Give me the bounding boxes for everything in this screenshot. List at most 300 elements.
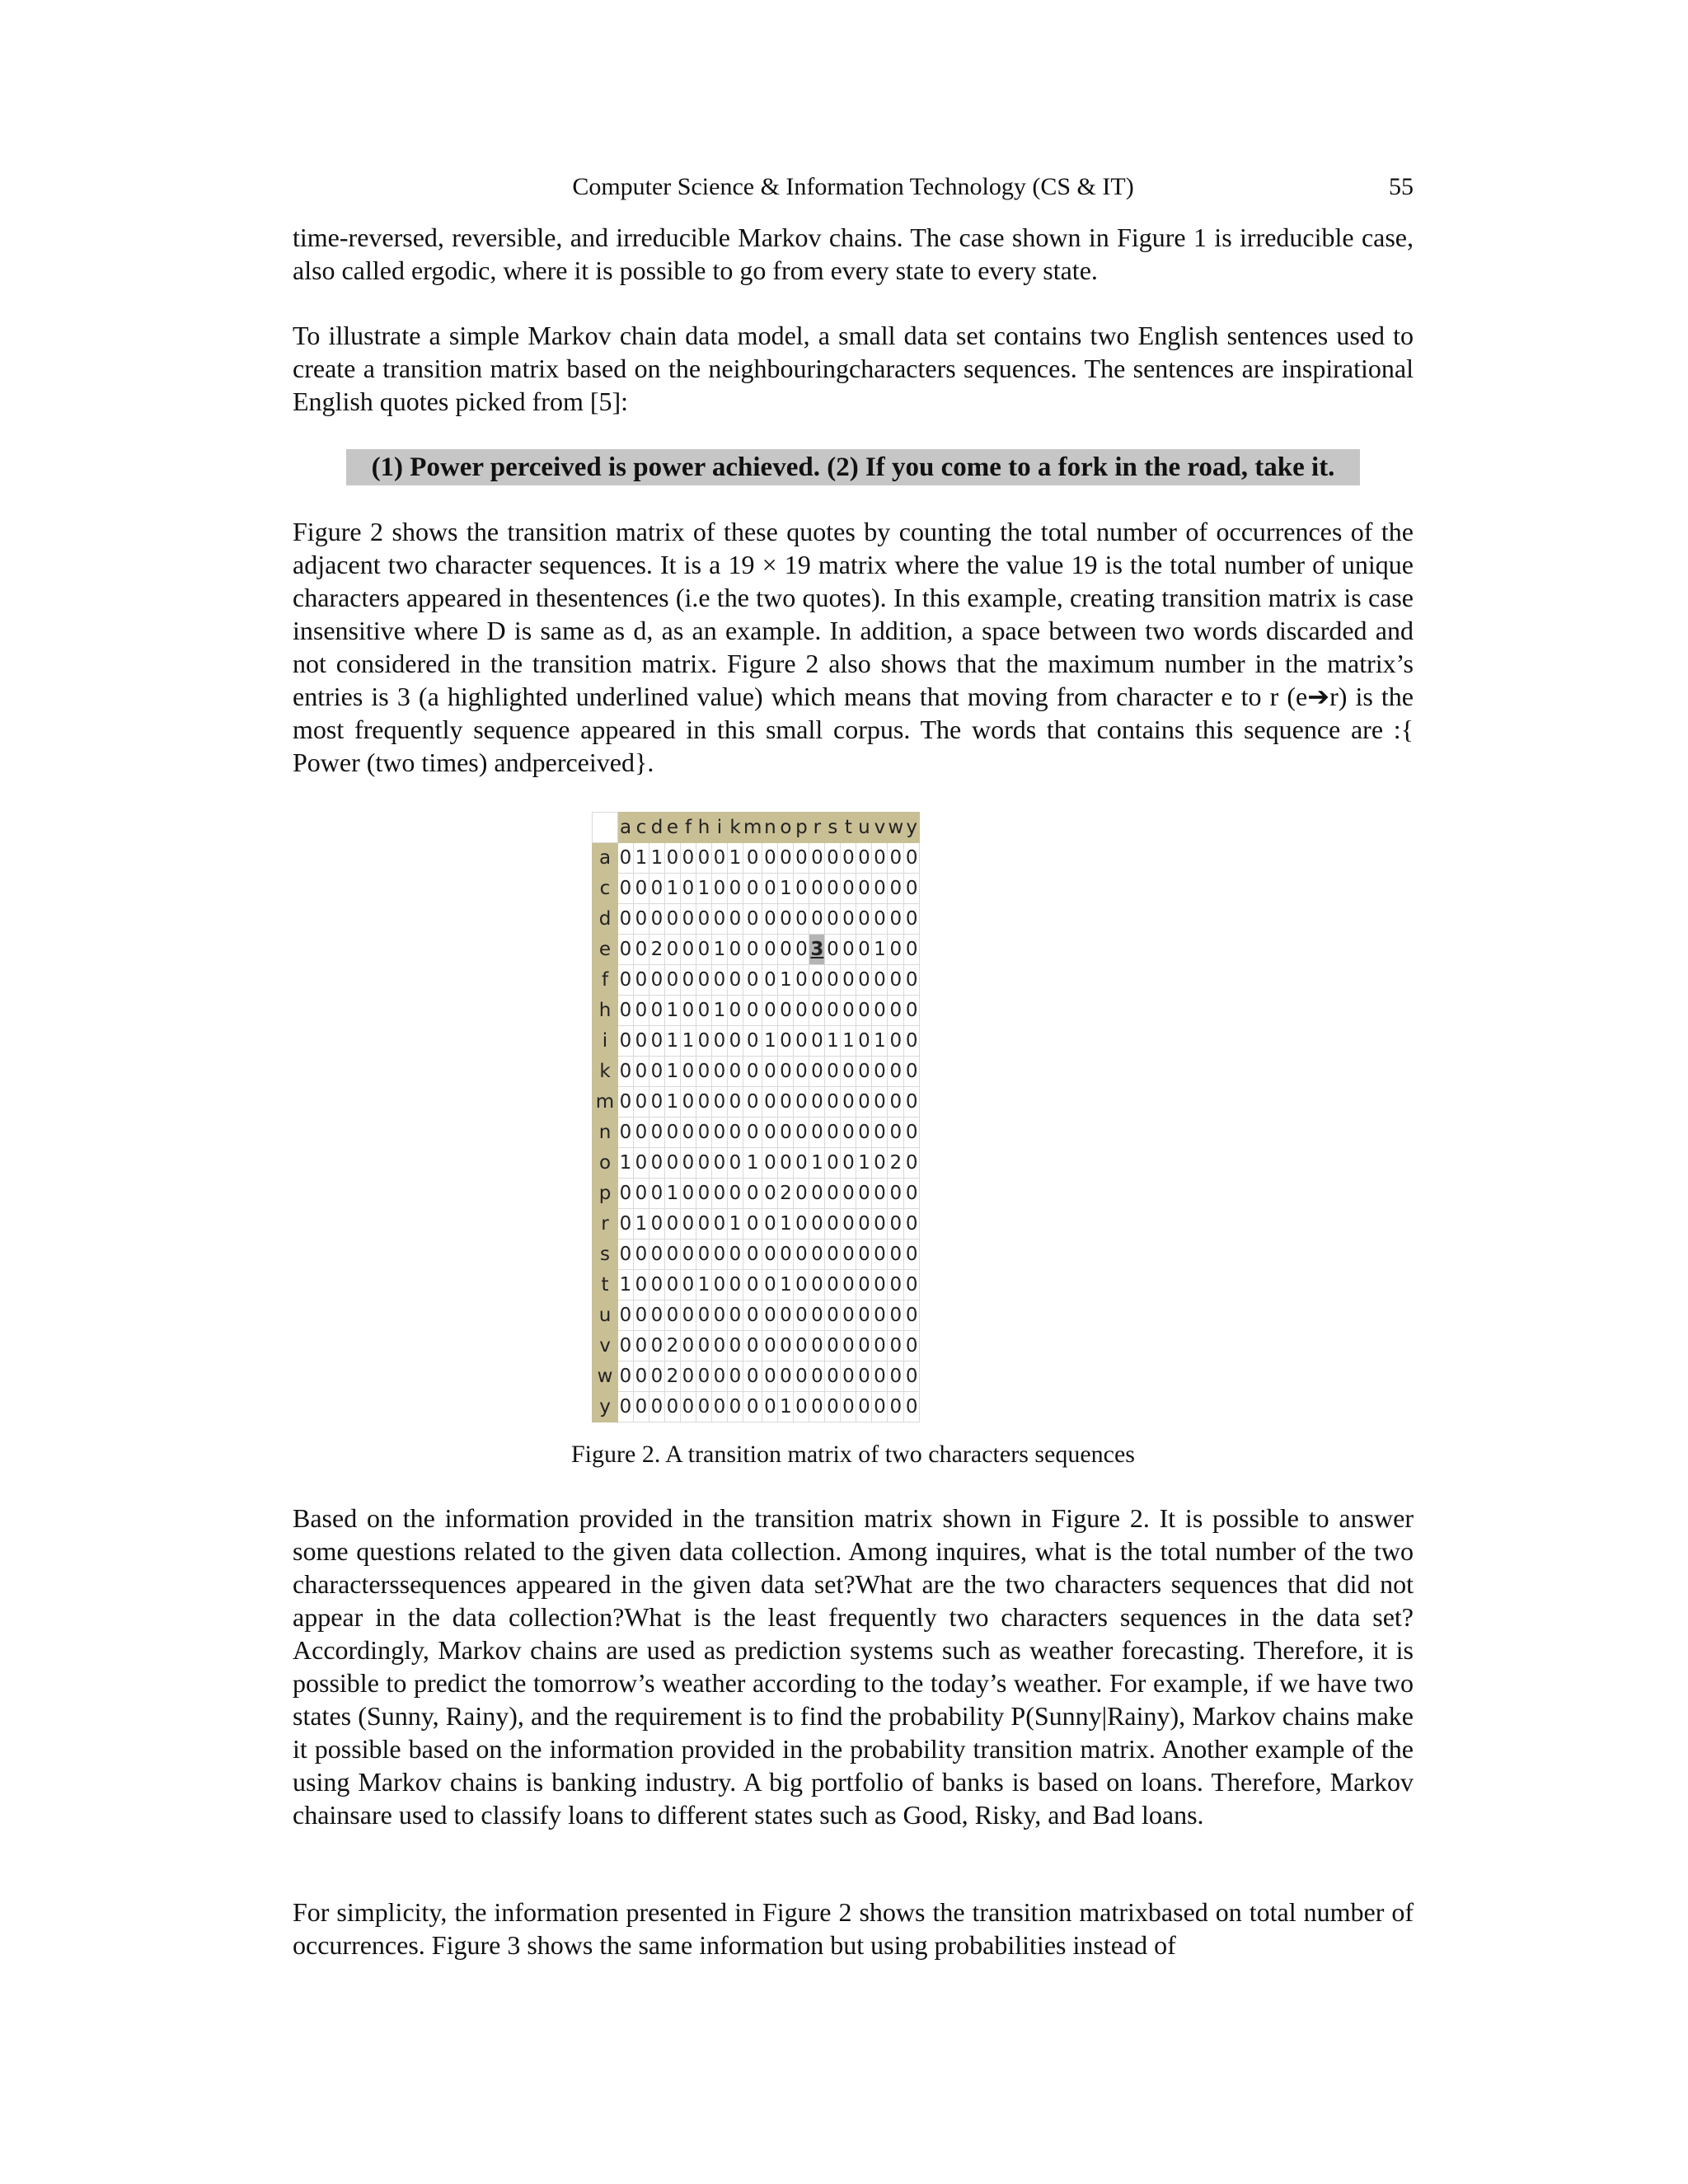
matrix-cell: 0 xyxy=(665,965,681,996)
matrix-cell: 0 xyxy=(665,1209,681,1240)
matrix-cell: 0 xyxy=(728,1057,743,1087)
matrix-cell: 1 xyxy=(728,843,743,874)
matrix-cell: 0 xyxy=(825,904,841,935)
matrix-cell: 0 xyxy=(872,965,888,996)
matrix-row xyxy=(593,904,920,935)
paragraph-text: Based on the information provided in the transition matrix shown in Figure 2. It is possible to answer some questions related to the given data collection. Among inquires, what is the total number of the two characterssequences appeared in the given data set?What are the two characters sequences that did not appear in the data collection?What is the least frequently two characters sequences in the data set? Accordingly, Markov chains are used as prediction systems such as weather forecasting. Therefore, it is possible to predict the tomorrow’s weather according to the today’s weather. For example, if we have two states (Sunny, Rainy), and the requirement is to find the probability P(Sunny|Rainy), Markov chains make it possible based on the information provided in the probability transition matrix. Another example of the using Markov chains is banking industry. A big portfolio of banks is based on loans. Therefore, Markov chainsare used to classify loans to different states such as Good, Risky, and Bad loans. xyxy=(293,1503,1414,1830)
matrix-cell: 0 xyxy=(904,843,920,874)
matrix-row xyxy=(593,935,920,965)
matrix-cell: 0 xyxy=(841,1270,856,1301)
matrix-cell: 0 xyxy=(904,1118,920,1148)
matrix-cell: 0 xyxy=(696,1240,712,1270)
matrix-cell: 0 xyxy=(809,874,825,904)
matrix-cell: 0 xyxy=(618,1361,634,1392)
transition-matrix-table xyxy=(592,812,920,1422)
matrix-cell: 0 xyxy=(825,1118,841,1148)
matrix-cell: 0 xyxy=(728,935,743,965)
matrix-cell: 0 xyxy=(649,1179,665,1209)
matrix-cell: 0 xyxy=(778,996,794,1026)
matrix-cell: 0 xyxy=(794,1240,809,1270)
matrix-cell: 0 xyxy=(681,1087,696,1118)
matrix-cell: 0 xyxy=(743,965,762,996)
matrix-cell: 0 xyxy=(888,874,904,904)
matrix-cell: 0 xyxy=(825,1057,841,1087)
matrix-cell: 0 xyxy=(618,1118,634,1148)
matrix-cell: 0 xyxy=(825,1179,841,1209)
matrix-cell: 0 xyxy=(872,1087,888,1118)
matrix-cell: 0 xyxy=(888,1179,904,1209)
matrix-row xyxy=(593,1209,920,1240)
matrix-cell: 0 xyxy=(762,996,778,1026)
matrix-cell: 0 xyxy=(794,1179,809,1209)
matrix-cell: 0 xyxy=(762,1087,778,1118)
matrix-cell: 0 xyxy=(712,965,728,996)
matrix-cell: 0 xyxy=(809,1301,825,1331)
matrix-cell: 0 xyxy=(649,1301,665,1331)
matrix-cell: 0 xyxy=(872,1209,888,1240)
matrix-cell: 0 xyxy=(696,996,712,1026)
matrix-row-label: e xyxy=(593,935,618,965)
matrix-cell: 0 xyxy=(809,1331,825,1361)
matrix-cell: 0 xyxy=(841,843,856,874)
matrix-cell: 0 xyxy=(888,1118,904,1148)
matrix-cell: 0 xyxy=(809,1240,825,1270)
matrix-cell: 0 xyxy=(634,1361,649,1392)
matrix-row xyxy=(593,1240,920,1270)
matrix-cell: 0 xyxy=(856,1301,872,1331)
matrix-cell: 0 xyxy=(778,1087,794,1118)
matrix-cell: 0 xyxy=(743,996,762,1026)
matrix-col-label: o xyxy=(778,813,794,843)
matrix-cell: 0 xyxy=(634,1331,649,1361)
matrix-cell: 0 xyxy=(681,1118,696,1148)
matrix-cell: 1 xyxy=(841,1026,856,1057)
page-header xyxy=(293,173,1414,209)
matrix-row-label: w xyxy=(593,1361,618,1392)
matrix-cell: 0 xyxy=(728,1240,743,1270)
matrix-row-label: r xyxy=(593,1209,618,1240)
matrix-cell: 0 xyxy=(856,935,872,965)
matrix-cell: 0 xyxy=(728,1270,743,1301)
matrix-row xyxy=(593,1301,920,1331)
matrix-cell: 0 xyxy=(618,1179,634,1209)
matrix-cell: 0 xyxy=(872,874,888,904)
matrix-cell: 0 xyxy=(665,1118,681,1148)
matrix-cell: 0 xyxy=(841,1392,856,1422)
matrix-cell: 0 xyxy=(728,874,743,904)
matrix-cell: 0 xyxy=(856,1118,872,1148)
matrix-cell: 0 xyxy=(728,1087,743,1118)
matrix-cell: 2 xyxy=(665,1331,681,1361)
matrix-cell: 0 xyxy=(809,1209,825,1240)
matrix-cell: 0 xyxy=(618,996,634,1026)
matrix-cell: 0 xyxy=(649,1148,665,1179)
matrix-cell: 0 xyxy=(696,1209,712,1240)
matrix-cell: 0 xyxy=(712,904,728,935)
matrix-row xyxy=(593,1118,920,1148)
matrix-cell: 0 xyxy=(872,1301,888,1331)
matrix-cell: 0 xyxy=(856,1331,872,1361)
matrix-cell: 1 xyxy=(618,1270,634,1301)
matrix-cell: 0 xyxy=(649,874,665,904)
matrix-cell-highlighted: 3 xyxy=(809,935,825,965)
matrix-cell: 0 xyxy=(634,1179,649,1209)
matrix-cell: 0 xyxy=(825,1240,841,1270)
matrix-cell: 0 xyxy=(665,1301,681,1331)
matrix-cell: 0 xyxy=(888,1361,904,1392)
paragraph-text: To illustrate a simple Markov chain data model, a small data set contains two English sentences used to create a transition matrix based on the neighbouringcharacters sequences. The sentences are inspirational English quotes picked from [5]: xyxy=(293,321,1414,416)
matrix-cell: 0 xyxy=(904,1301,920,1331)
matrix-cell: 0 xyxy=(743,1270,762,1301)
matrix-cell: 1 xyxy=(665,1087,681,1118)
matrix-cell: 0 xyxy=(665,1392,681,1422)
paragraph-text: For simplicity, the information presented in Figure 2 shows the transition matrixbased on total number of occurrences. Figure 3 shows the same information but using probabilities instead of xyxy=(293,1897,1414,1960)
matrix-cell: 0 xyxy=(665,1270,681,1301)
matrix-row-label: s xyxy=(593,1240,618,1270)
matrix-cell: 0 xyxy=(809,843,825,874)
matrix-col-label: c xyxy=(634,813,649,843)
paragraph-3 xyxy=(293,515,1414,779)
matrix-cell: 0 xyxy=(825,996,841,1026)
matrix-row-label: n xyxy=(593,1118,618,1148)
matrix-cell: 0 xyxy=(712,1270,728,1301)
matrix-cell: 0 xyxy=(888,965,904,996)
matrix-cell: 0 xyxy=(872,1361,888,1392)
matrix-row-label: y xyxy=(593,1392,618,1422)
matrix-cell: 0 xyxy=(649,1240,665,1270)
matrix-cell: 0 xyxy=(762,1270,778,1301)
matrix-cell: 0 xyxy=(856,874,872,904)
matrix-cell: 0 xyxy=(778,935,794,965)
matrix-cell: 0 xyxy=(888,1026,904,1057)
matrix-row xyxy=(593,1057,920,1087)
matrix-cell: 0 xyxy=(712,1179,728,1209)
matrix-cell: 0 xyxy=(665,1148,681,1179)
matrix-cell: 0 xyxy=(778,1148,794,1179)
matrix-cell: 0 xyxy=(888,843,904,874)
matrix-cell: 0 xyxy=(872,1148,888,1179)
matrix-cell: 0 xyxy=(696,1087,712,1118)
matrix-cell: 0 xyxy=(825,1301,841,1331)
matrix-cell: 0 xyxy=(794,1331,809,1361)
matrix-cell: 0 xyxy=(618,1087,634,1118)
matrix-cell: 0 xyxy=(841,1361,856,1392)
matrix-cell: 0 xyxy=(856,1179,872,1209)
matrix-cell: 0 xyxy=(712,843,728,874)
matrix-cell: 0 xyxy=(872,1118,888,1148)
matrix-cell: 0 xyxy=(778,1026,794,1057)
matrix-cell: 0 xyxy=(872,904,888,935)
matrix-cell: 0 xyxy=(825,1331,841,1361)
matrix-row xyxy=(593,1087,920,1118)
matrix-col-label: h xyxy=(696,813,712,843)
matrix-cell: 0 xyxy=(778,1301,794,1331)
matrix-cell: 0 xyxy=(762,874,778,904)
matrix-cell: 0 xyxy=(634,935,649,965)
matrix-cell: 0 xyxy=(743,904,762,935)
matrix-cell: 0 xyxy=(778,1057,794,1087)
matrix-cell: 0 xyxy=(809,1118,825,1148)
matrix-cell: 0 xyxy=(794,1148,809,1179)
matrix-cell: 0 xyxy=(728,1301,743,1331)
matrix-cell: 0 xyxy=(696,904,712,935)
matrix-cell: 0 xyxy=(888,1392,904,1422)
matrix-cell: 0 xyxy=(809,965,825,996)
matrix-cell: 2 xyxy=(888,1148,904,1179)
matrix-cell: 0 xyxy=(794,1301,809,1331)
matrix-cell: 0 xyxy=(665,1240,681,1270)
matrix-cell: 0 xyxy=(728,1392,743,1422)
matrix-cell: 0 xyxy=(872,1057,888,1087)
matrix-cell: 0 xyxy=(743,1118,762,1148)
matrix-cell: 0 xyxy=(743,874,762,904)
matrix-cell: 0 xyxy=(872,996,888,1026)
matrix-cell: 0 xyxy=(872,1392,888,1422)
matrix-cell: 0 xyxy=(634,1057,649,1087)
matrix-row-label: t xyxy=(593,1270,618,1301)
matrix-cell: 1 xyxy=(762,1026,778,1057)
matrix-cell: 2 xyxy=(649,935,665,965)
matrix-row-label: v xyxy=(593,1331,618,1361)
matrix-row-label: m xyxy=(593,1087,618,1118)
matrix-row-label: a xyxy=(593,843,618,874)
matrix-cell: 0 xyxy=(743,1087,762,1118)
matrix-cell: 0 xyxy=(743,1179,762,1209)
matrix-cell: 0 xyxy=(634,1118,649,1148)
matrix-cell: 0 xyxy=(872,1240,888,1270)
matrix-cell: 0 xyxy=(841,904,856,935)
matrix-cell: 0 xyxy=(794,1392,809,1422)
matrix-cell: 0 xyxy=(762,1118,778,1148)
matrix-cell: 0 xyxy=(778,904,794,935)
matrix-cell: 0 xyxy=(618,904,634,935)
matrix-row xyxy=(593,965,920,996)
matrix-cell: 0 xyxy=(825,1270,841,1301)
matrix-col-label: f xyxy=(681,813,696,843)
page-number: 55 xyxy=(1389,173,1414,200)
matrix-cell: 0 xyxy=(665,843,681,874)
matrix-cell: 0 xyxy=(841,874,856,904)
matrix-cell: 2 xyxy=(778,1179,794,1209)
matrix-row xyxy=(593,843,920,874)
matrix-cell: 1 xyxy=(743,1148,762,1179)
matrix-cell: 0 xyxy=(728,1026,743,1057)
matrix-cell: 0 xyxy=(681,996,696,1026)
matrix-cell: 1 xyxy=(778,1270,794,1301)
matrix-cell: 0 xyxy=(712,1148,728,1179)
matrix-cell: 0 xyxy=(888,1331,904,1361)
matrix-cell: 0 xyxy=(856,996,872,1026)
matrix-cell: 0 xyxy=(825,1209,841,1240)
matrix-cell: 0 xyxy=(888,1301,904,1331)
figure-caption: Figure 2. A transition matrix of two characters sequences xyxy=(571,1441,1135,1468)
matrix-cell: 0 xyxy=(794,996,809,1026)
matrix-cell: 0 xyxy=(743,935,762,965)
matrix-header-row xyxy=(593,813,920,843)
matrix-cell: 0 xyxy=(712,1361,728,1392)
matrix-cell: 0 xyxy=(681,1209,696,1240)
matrix-cell: 0 xyxy=(696,1118,712,1148)
matrix-cell: 1 xyxy=(856,1148,872,1179)
matrix-cell: 0 xyxy=(872,843,888,874)
matrix-cell: 0 xyxy=(696,1392,712,1422)
matrix-cell: 0 xyxy=(712,1392,728,1422)
matrix-row xyxy=(593,1392,920,1422)
matrix-cell: 0 xyxy=(649,1209,665,1240)
matrix-cell: 0 xyxy=(762,1392,778,1422)
matrix-cell: 0 xyxy=(856,1361,872,1392)
matrix-cell: 0 xyxy=(825,1148,841,1179)
matrix-cell: 0 xyxy=(841,1118,856,1148)
matrix-cell: 0 xyxy=(696,1331,712,1361)
matrix-cell: 0 xyxy=(681,904,696,935)
matrix-cell: 1 xyxy=(778,965,794,996)
matrix-cell: 0 xyxy=(649,1118,665,1148)
highlighted-quote: (1) Power perceived is power achieved. (2) If you come to a fork in the road, take it. xyxy=(346,449,1360,485)
matrix-cell: 0 xyxy=(888,1209,904,1240)
matrix-cell: 0 xyxy=(841,1209,856,1240)
matrix-cell: 1 xyxy=(712,996,728,1026)
matrix-cell: 0 xyxy=(743,1209,762,1240)
matrix-cell: 0 xyxy=(794,843,809,874)
matrix-cell: 0 xyxy=(649,1057,665,1087)
matrix-cell: 0 xyxy=(794,1361,809,1392)
matrix-cell: 0 xyxy=(634,1240,649,1270)
matrix-cell: 0 xyxy=(649,1087,665,1118)
matrix-cell: 0 xyxy=(681,1270,696,1301)
matrix-cell: 1 xyxy=(778,1392,794,1422)
matrix-cell: 1 xyxy=(825,1026,841,1057)
matrix-cell: 0 xyxy=(743,1057,762,1087)
matrix-row-label: c xyxy=(593,874,618,904)
matrix-cell: 0 xyxy=(762,1361,778,1392)
matrix-cell: 1 xyxy=(681,1026,696,1057)
matrix-col-label: u xyxy=(856,813,872,843)
matrix-cell: 0 xyxy=(634,1301,649,1331)
matrix-cell: 0 xyxy=(841,1087,856,1118)
matrix-cell: 0 xyxy=(618,1240,634,1270)
matrix-col-label: e xyxy=(665,813,681,843)
matrix-cell: 0 xyxy=(904,1270,920,1301)
matrix-cell: 0 xyxy=(712,1087,728,1118)
matrix-col-label: n xyxy=(762,813,778,843)
matrix-cell: 0 xyxy=(728,1179,743,1209)
matrix-cell: 0 xyxy=(696,1179,712,1209)
matrix-cell: 0 xyxy=(762,1240,778,1270)
matrix-cell: 0 xyxy=(794,935,809,965)
matrix-cell: 0 xyxy=(778,843,794,874)
matrix-cell: 0 xyxy=(712,1240,728,1270)
matrix-cell: 0 xyxy=(681,874,696,904)
matrix-col-label: p xyxy=(794,813,809,843)
matrix-cell: 0 xyxy=(856,1240,872,1270)
matrix-cell: 0 xyxy=(904,996,920,1026)
matrix-cell: 0 xyxy=(809,1057,825,1087)
matrix-cell: 0 xyxy=(649,1392,665,1422)
matrix-cell: 0 xyxy=(872,1179,888,1209)
matrix-cell: 0 xyxy=(856,1026,872,1057)
matrix-cell: 0 xyxy=(825,1087,841,1118)
matrix-cell: 0 xyxy=(794,1026,809,1057)
matrix-cell: 0 xyxy=(649,1361,665,1392)
matrix-cell: 0 xyxy=(841,1240,856,1270)
matrix-cell: 0 xyxy=(825,874,841,904)
matrix-cell: 1 xyxy=(634,1209,649,1240)
matrix-body xyxy=(593,843,920,1422)
matrix-cell: 0 xyxy=(762,1209,778,1240)
matrix-row-label: h xyxy=(593,996,618,1026)
matrix-col-label: s xyxy=(825,813,841,843)
matrix-cell: 0 xyxy=(888,1057,904,1087)
matrix-cell: 0 xyxy=(841,1331,856,1361)
matrix-cell: 0 xyxy=(794,1057,809,1087)
matrix-cell: 0 xyxy=(681,1361,696,1392)
matrix-cell: 0 xyxy=(904,1087,920,1118)
matrix-row xyxy=(593,996,920,1026)
matrix-row xyxy=(593,1270,920,1301)
matrix-cell: 0 xyxy=(712,1118,728,1148)
matrix-col-label: t xyxy=(841,813,856,843)
matrix-cell: 0 xyxy=(618,843,634,874)
matrix-cell: 0 xyxy=(618,1026,634,1057)
matrix-cell: 0 xyxy=(696,965,712,996)
matrix-cell: 0 xyxy=(904,1240,920,1270)
matrix-cell: 0 xyxy=(794,904,809,935)
matrix-cell: 0 xyxy=(809,1270,825,1301)
matrix-cell: 0 xyxy=(649,1270,665,1301)
matrix-cell: 0 xyxy=(904,965,920,996)
matrix-cell: 1 xyxy=(696,874,712,904)
matrix-cell: 0 xyxy=(728,1361,743,1392)
matrix-cell: 1 xyxy=(696,1270,712,1301)
matrix-cell: 0 xyxy=(681,1057,696,1087)
matrix-cell: 0 xyxy=(665,904,681,935)
matrix-cell: 0 xyxy=(743,1392,762,1422)
matrix-cell: 0 xyxy=(809,904,825,935)
matrix-cell: 1 xyxy=(665,874,681,904)
matrix-col-label: v xyxy=(872,813,888,843)
matrix-cell: 0 xyxy=(712,1026,728,1057)
matrix-cell: 0 xyxy=(681,1301,696,1331)
matrix-cell: 0 xyxy=(904,1148,920,1179)
matrix-cell: 0 xyxy=(904,1057,920,1087)
matrix-cell: 0 xyxy=(681,1148,696,1179)
matrix-cell: 0 xyxy=(841,965,856,996)
matrix-cell: 0 xyxy=(841,1057,856,1087)
matrix-cell: 0 xyxy=(762,935,778,965)
matrix-cell: 1 xyxy=(809,1148,825,1179)
matrix-cell: 1 xyxy=(649,843,665,874)
matrix-cell: 0 xyxy=(696,843,712,874)
paragraph-text: Figure 2 shows the transition matrix of these quotes by counting the total number of occurrences of the adjacent two character sequences. It is a 19 × 19 matrix where the value 19 is the total number of unique characters appeared in thesentences (i.e the two quotes). In this example, creating transition matrix is case insensitive where D is same as d, as an example. In addition, a space between two words discarded and not considered in the transition matrix. Figure 2 also shows that the maximum number in the matrix’s entries is 3 (a highlighted underlined value) which means that moving from character e to r (e➔r) is the most frequently sequence appeared in this small corpus. The words that contains this sequence are :{ Power (two times) andperceived}. xyxy=(293,517,1414,777)
matrix-row-label: o xyxy=(593,1148,618,1179)
running-title: Computer Science & Information Technology (CS & IT) xyxy=(572,173,1134,200)
matrix-col-label: k xyxy=(728,813,743,843)
matrix-cell: 0 xyxy=(778,1331,794,1361)
matrix-cell: 2 xyxy=(665,1361,681,1392)
matrix-cell: 0 xyxy=(841,1301,856,1331)
matrix-cell: 1 xyxy=(618,1148,634,1179)
matrix-cell: 0 xyxy=(809,996,825,1026)
matrix-cell: 0 xyxy=(904,904,920,935)
matrix-row xyxy=(593,1361,920,1392)
paragraph-1 xyxy=(293,221,1414,287)
matrix-cell: 0 xyxy=(743,1301,762,1331)
matrix-col-label: w xyxy=(888,813,904,843)
matrix-cell: 0 xyxy=(618,1301,634,1331)
matrix-cell: 0 xyxy=(681,1240,696,1270)
matrix-cell: 0 xyxy=(778,1361,794,1392)
